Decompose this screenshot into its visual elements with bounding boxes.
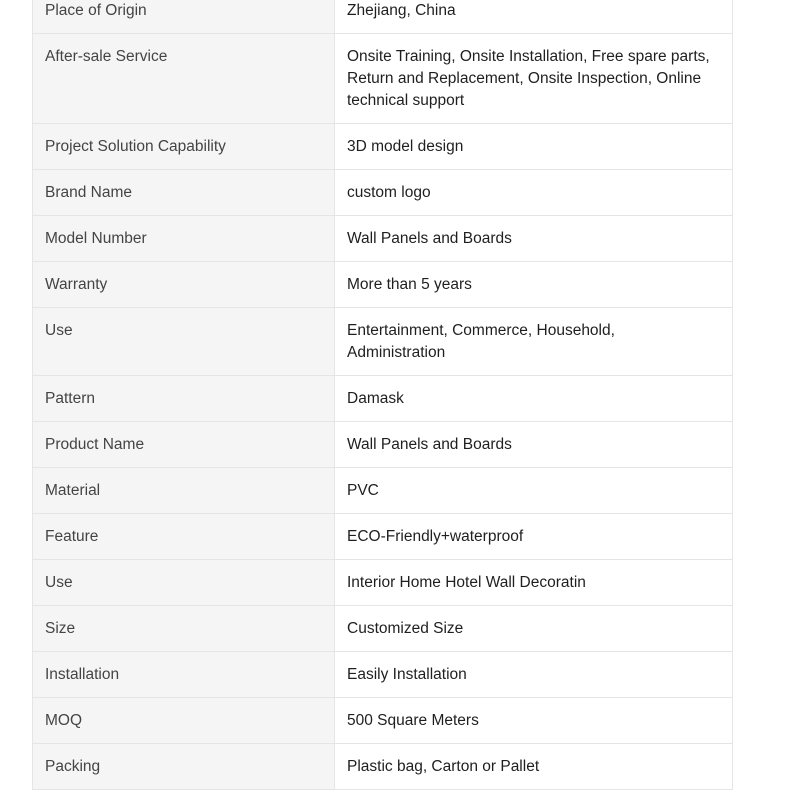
- table-row: [33, 170, 733, 216]
- table-row: [33, 468, 733, 514]
- table-row: [33, 560, 733, 606]
- spec-value: Damask: [335, 376, 733, 422]
- table-row: [33, 262, 733, 308]
- spec-label: Packing: [33, 744, 335, 790]
- spec-label: After-sale Service: [33, 34, 335, 124]
- spec-value: Onsite Training, Onsite Installation, Free spare parts, Return and Replacement, Onsite Inspection, Online technical support: [335, 34, 733, 124]
- spec-label: Use: [33, 308, 335, 376]
- table-row: [33, 0, 733, 34]
- spec-label: Brand Name: [33, 170, 335, 216]
- spec-label: Warranty: [33, 262, 335, 308]
- spec-label: Material: [33, 468, 335, 514]
- table-row: [33, 606, 733, 652]
- table-row: [33, 124, 733, 170]
- table-row: [33, 216, 733, 262]
- spec-value: 3D model design: [335, 124, 733, 170]
- spec-label: Size: [33, 606, 335, 652]
- table-row: [33, 652, 733, 698]
- spec-value: 500 Square Meters: [335, 698, 733, 744]
- spec-value: ECO-Friendly+waterproof: [335, 514, 733, 560]
- spec-value: Plastic bag, Carton or Pallet: [335, 744, 733, 790]
- table-row: [33, 698, 733, 744]
- spec-value: More than 5 years: [335, 262, 733, 308]
- spec-value: PVC: [335, 468, 733, 514]
- table-row: [33, 514, 733, 560]
- spec-label: Project Solution Capability: [33, 124, 335, 170]
- table-row: [33, 376, 733, 422]
- spec-label: Place of Origin: [33, 0, 335, 34]
- spec-label: Model Number: [33, 216, 335, 262]
- spec-value: Easily Installation: [335, 652, 733, 698]
- spec-value: Wall Panels and Boards: [335, 216, 733, 262]
- spec-label: Feature: [33, 514, 335, 560]
- spec-value: Entertainment, Commerce, Household, Administration: [335, 308, 733, 376]
- spec-label: Installation: [33, 652, 335, 698]
- product-specs-table: [32, 0, 733, 790]
- table-row: [33, 422, 733, 468]
- spec-value: custom logo: [335, 170, 733, 216]
- table-row: [33, 34, 733, 124]
- spec-value: Interior Home Hotel Wall Decoratin: [335, 560, 733, 606]
- spec-label: Product Name: [33, 422, 335, 468]
- spec-label: Use: [33, 560, 335, 606]
- spec-value: Customized Size: [335, 606, 733, 652]
- spec-value: Zhejiang, China: [335, 0, 733, 34]
- table-row: [33, 744, 733, 790]
- table-row: [33, 308, 733, 376]
- spec-value: Wall Panels and Boards: [335, 422, 733, 468]
- spec-label: Pattern: [33, 376, 335, 422]
- spec-label: MOQ: [33, 698, 335, 744]
